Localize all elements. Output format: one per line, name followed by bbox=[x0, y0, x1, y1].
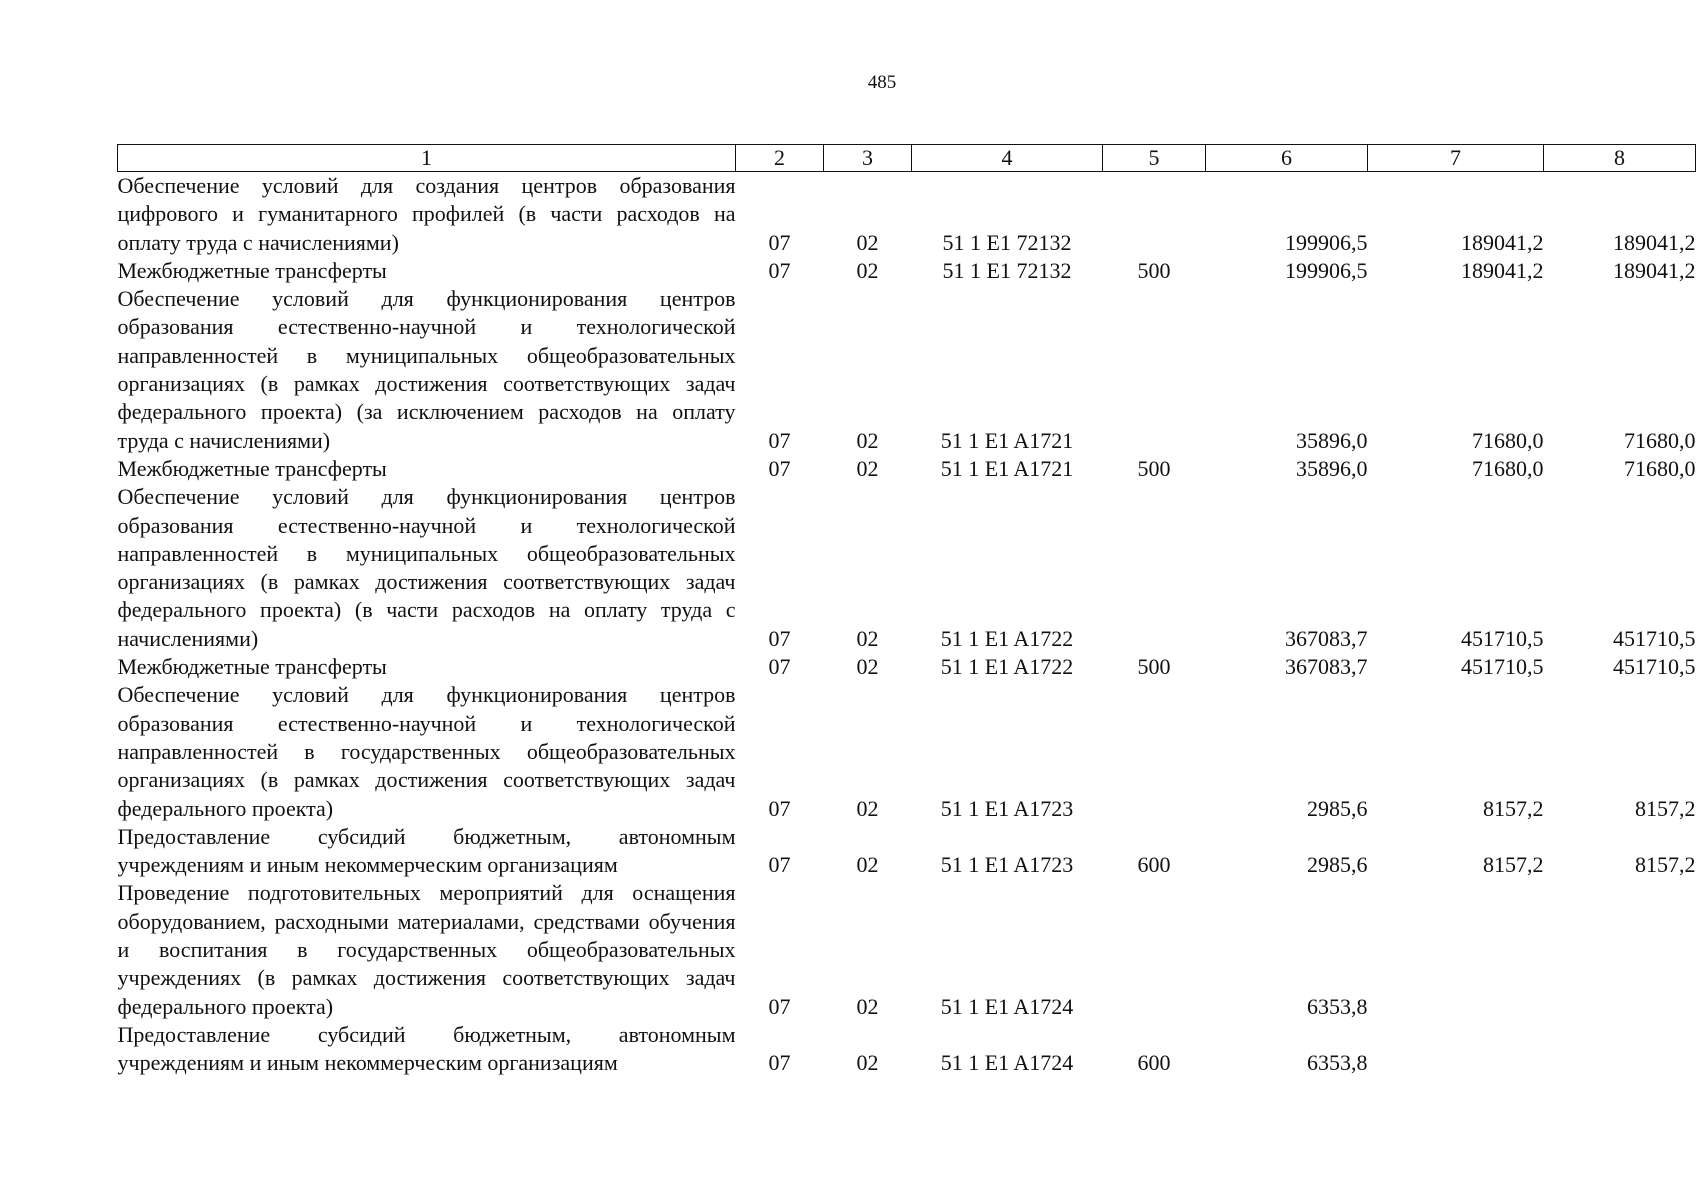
amount-year-2: 451710,5 bbox=[1461, 625, 1544, 651]
table-row bbox=[118, 1021, 1696, 1078]
amount-year-3: 451710,5 bbox=[1613, 654, 1696, 680]
item-name: Предоставление субсидий бюджетным, автономным учреждениям и иным некоммерческим организациям bbox=[117, 1021, 736, 1076]
table-row bbox=[118, 285, 1696, 455]
expense-type-code bbox=[1103, 879, 1206, 1020]
subsection-code: 02 bbox=[856, 1050, 879, 1076]
item-name: Межбюджетные трансферты bbox=[117, 455, 387, 481]
subsection-code: 02 bbox=[856, 625, 879, 651]
amount-year-1: 35896,0 bbox=[1296, 455, 1368, 481]
subsection-code: 02 bbox=[856, 993, 879, 1019]
item-name: Обеспечение условий для функционирования центров образования естественно-научной и технологической направленностей в муниципальных общеобразовательных организациях (в рамках достижения соответствующих задач федерального проекта) (за исключением расходов на оплату труда с начислениями) bbox=[117, 286, 736, 453]
target-article-code: 51 1 E1 A1722 bbox=[940, 625, 1074, 651]
subsection-code: 02 bbox=[856, 795, 879, 821]
amount-year-1: 2985,6 bbox=[1307, 795, 1368, 821]
item-name: Обеспечение условий для функционирования центров образования естественно-научной и технологической направленностей в муниципальных общеобразовательных организациях (в рамках достижения соответствующих задач федерального проекта) (в части расходов на оплату труда с начислениями) bbox=[117, 484, 736, 651]
amount-year-1: 367083,7 bbox=[1285, 654, 1368, 680]
table-row bbox=[118, 257, 1696, 285]
amount-year-2: 8157,2 bbox=[1483, 852, 1544, 878]
item-name: Межбюджетные трансферты bbox=[117, 654, 387, 680]
item-name: Проведение подготовительных мероприятий для оснащения оборудованием, расходными материалами, средствами обучения и воспитания в государственных общеобразовательных учреждениях (в рамках достижения соответствующих задач федерального проекта) bbox=[117, 880, 736, 1019]
table-row bbox=[118, 879, 1696, 1020]
expense-type-code: 600 bbox=[1137, 1050, 1171, 1076]
target-article-code: 51 1 E1 A1721 bbox=[940, 455, 1074, 481]
expense-type-code: 500 bbox=[1137, 257, 1171, 283]
table-row bbox=[118, 681, 1696, 822]
amount-year-2 bbox=[1368, 879, 1544, 1020]
target-article-code: 51 1 E1 A1724 bbox=[940, 1050, 1074, 1076]
subsection-code: 02 bbox=[856, 654, 879, 680]
section-code: 07 bbox=[768, 993, 791, 1019]
subsection-code: 02 bbox=[856, 427, 879, 453]
amount-year-2: 71680,0 bbox=[1472, 455, 1544, 481]
column-header: 8 bbox=[1544, 145, 1696, 172]
amount-year-3: 71680,0 bbox=[1624, 455, 1696, 481]
amount-year-1: 367083,7 bbox=[1285, 625, 1368, 651]
column-header: 2 bbox=[736, 145, 824, 172]
section-code: 07 bbox=[768, 654, 791, 680]
amount-year-2: 451710,5 bbox=[1461, 654, 1544, 680]
header-row bbox=[118, 145, 1696, 172]
amount-year-3: 8157,2 bbox=[1635, 852, 1696, 878]
amount-year-3 bbox=[1544, 1021, 1696, 1078]
expense-type-code: 500 bbox=[1137, 455, 1171, 481]
section-code: 07 bbox=[768, 427, 791, 453]
section-code: 07 bbox=[768, 795, 791, 821]
amount-year-3 bbox=[1544, 879, 1696, 1020]
amount-year-1: 2985,6 bbox=[1307, 852, 1368, 878]
item-name: Обеспечение условий для создания центров образования цифрового и гуманитарного профилей (в части расходов на оплату труда с начислениями) bbox=[117, 173, 736, 255]
item-name: Обеспечение условий для функционирования центров образования естественно-научной и технологической направленностей в государственных общеобразовательных организациях (в рамках достижения соответствующих задач федерального проекта) bbox=[117, 682, 736, 821]
amount-year-3: 71680,0 bbox=[1624, 427, 1696, 453]
column-header: 4 bbox=[912, 145, 1103, 172]
section-code: 07 bbox=[768, 625, 791, 651]
target-article-code: 51 1 E1 A1722 bbox=[940, 654, 1074, 680]
amount-year-1: 199906,5 bbox=[1285, 229, 1368, 255]
amount-year-2: 189041,2 bbox=[1461, 257, 1544, 283]
target-article-code: 51 1 E1 A1723 bbox=[940, 852, 1074, 878]
table-row bbox=[118, 823, 1696, 880]
expense-type-code: 500 bbox=[1137, 654, 1171, 680]
table-row bbox=[118, 653, 1696, 681]
section-code: 07 bbox=[768, 229, 791, 255]
target-article-code: 51 1 E1 A1723 bbox=[940, 795, 1074, 821]
amount-year-3: 8157,2 bbox=[1635, 795, 1696, 821]
amount-year-1: 6353,8 bbox=[1307, 1050, 1368, 1076]
target-article-code: 51 1 E1 72132 bbox=[942, 229, 1072, 255]
target-article-code: 51 1 E1 A1721 bbox=[940, 427, 1074, 453]
amount-year-2: 71680,0 bbox=[1472, 427, 1544, 453]
section-code: 07 bbox=[768, 1050, 791, 1076]
table-row bbox=[118, 455, 1696, 483]
amount-year-2: 8157,2 bbox=[1483, 795, 1544, 821]
target-article-code: 51 1 E1 72132 bbox=[942, 257, 1072, 283]
expense-type-code bbox=[1103, 172, 1206, 257]
table-body bbox=[118, 172, 1696, 1078]
amount-year-1: 6353,8 bbox=[1307, 993, 1368, 1019]
subsection-code: 02 bbox=[856, 455, 879, 481]
amount-year-1: 35896,0 bbox=[1296, 427, 1368, 453]
column-header: 5 bbox=[1103, 145, 1206, 172]
expense-type-code bbox=[1103, 483, 1206, 653]
section-code: 07 bbox=[768, 257, 791, 283]
column-header: 6 bbox=[1206, 145, 1368, 172]
amount-year-3: 451710,5 bbox=[1613, 625, 1696, 651]
column-header: 3 bbox=[824, 145, 912, 172]
table-row bbox=[118, 172, 1696, 257]
item-name: Межбюджетные трансферты bbox=[117, 257, 387, 283]
column-header: 1 bbox=[118, 145, 736, 172]
page-number: 485 bbox=[867, 72, 897, 93]
item-name: Предоставление субсидий бюджетным, автономным учреждениям и иным некоммерческим организациям bbox=[117, 823, 736, 878]
subsection-code: 02 bbox=[856, 852, 879, 878]
amount-year-2: 189041,2 bbox=[1461, 229, 1544, 255]
subsection-code: 02 bbox=[856, 229, 879, 255]
budget-table bbox=[117, 144, 1696, 1078]
amount-year-3: 189041,2 bbox=[1613, 257, 1696, 283]
section-code: 07 bbox=[768, 852, 791, 878]
amount-year-2 bbox=[1368, 1021, 1544, 1078]
target-article-code: 51 1 E1 A1724 bbox=[940, 993, 1074, 1019]
column-header: 7 bbox=[1368, 145, 1544, 172]
section-code: 07 bbox=[768, 455, 791, 481]
table-row bbox=[118, 483, 1696, 653]
expense-type-code bbox=[1103, 285, 1206, 455]
expense-type-code bbox=[1103, 681, 1206, 822]
amount-year-3: 189041,2 bbox=[1613, 229, 1696, 255]
amount-year-1: 199906,5 bbox=[1285, 257, 1368, 283]
subsection-code: 02 bbox=[856, 257, 879, 283]
expense-type-code: 600 bbox=[1137, 852, 1171, 878]
